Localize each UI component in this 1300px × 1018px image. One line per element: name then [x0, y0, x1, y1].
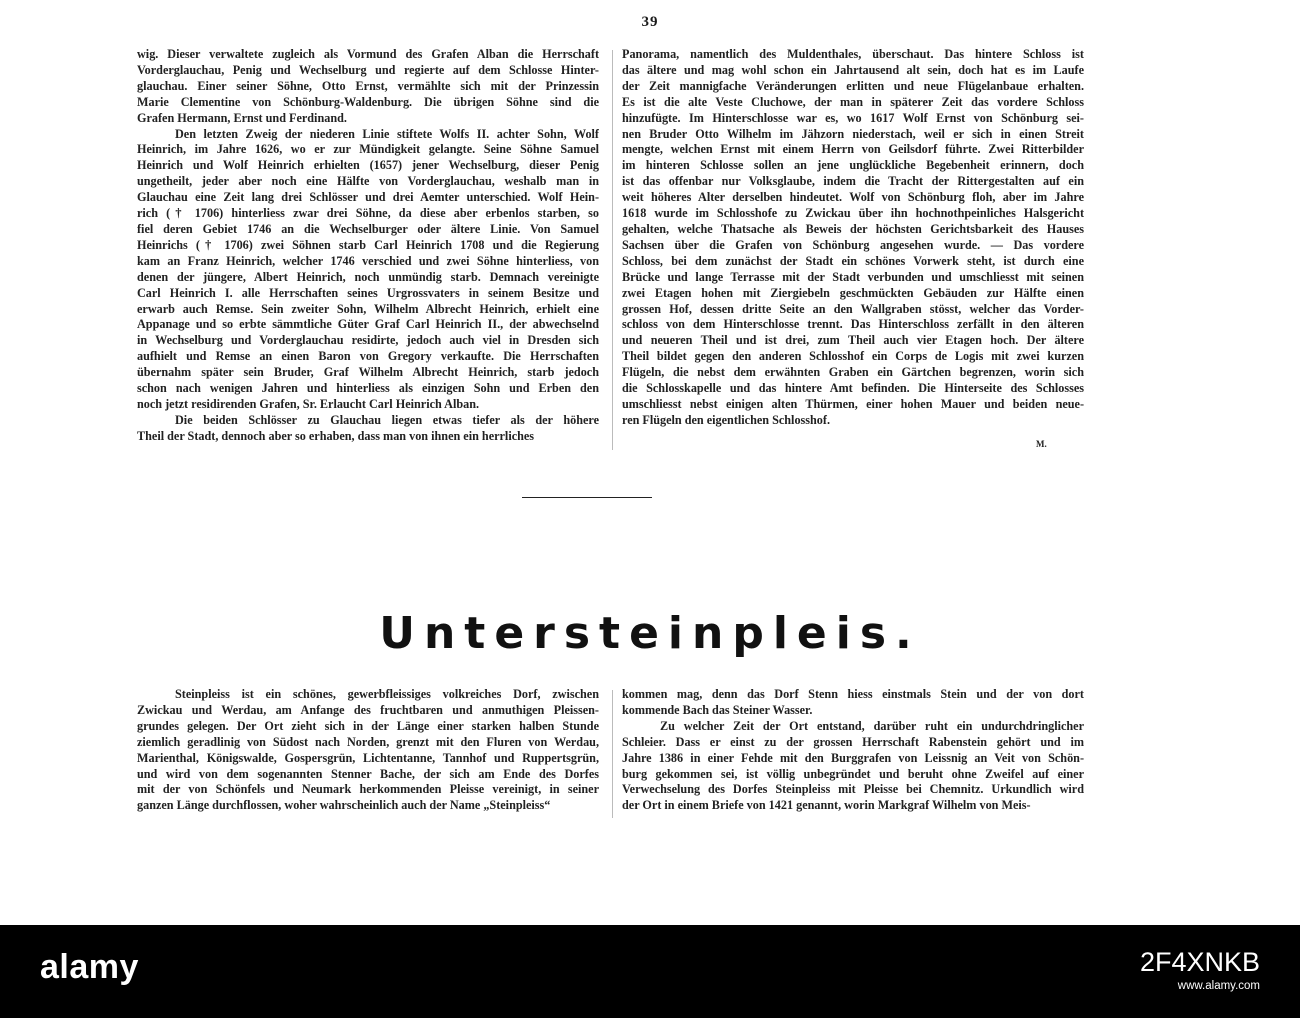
- text-line: ganzen Länge durchflossen, woher wahrscheinlich auch der Name „Steinpleiss“: [137, 798, 551, 813]
- text-line: Glauchau eine Zeit lang drei Schlösser und drei Aemter unterschied. Wolf Hein-: [137, 190, 599, 205]
- text-line: hinzufügte. Im Hinterschlosse war es, wo 1617 Wolf Ernst von Schönburg sei-: [622, 110, 1084, 125]
- text-line: Sachsen über die Grafen von Schönburg angesehen wurde. — Das vordere: [622, 237, 1084, 252]
- text-line: Vorderglauchau, Penig und Wechselburg und regierte auf dem Schlosse Hinter-: [137, 62, 599, 77]
- text-line: kommen mag, denn das Dorf Stenn hiess einstmals Stein und der von dort: [622, 687, 1084, 701]
- top-left-column: [137, 47, 599, 445]
- text-line: und wird von dem sogenannten Stenner Bache, der sich am Ende des Dorfes: [137, 766, 599, 781]
- stock-image-id: 2F4XNKB: [1139, 947, 1260, 977]
- text-line: Zwickau und Werdau, am Anfange des fruchtbaren und anmuthigen Pleissen-: [137, 702, 599, 717]
- text-line: im hinteren Schlosse sollen an jene unglückliche Begebenheit erinnern, doch: [622, 158, 1084, 173]
- page-number: 39: [641, 14, 659, 30]
- text-line: Steinpleiss ist ein schönes, gewerbfleissiges volkreiches Dorf, zwischen: [175, 687, 599, 701]
- author-signature: M.: [1036, 439, 1047, 449]
- text-line: Appanage und so erbte sämmtliche Güter Graf Carl Heinrich II., der abwechselnd: [137, 317, 599, 332]
- text-line: Jahre 1386 in einer Fehde mit den Burggrafen von Leissnig an Veit von Schön-: [622, 750, 1084, 765]
- text-line: Verwechselung des Dorfes Steinpleiss mit Pleisse bei Chemnitz. Urkundlich wird: [622, 782, 1084, 797]
- text-line: fiel deren Gebiet 1746 an die Wechselburger oder ältere Linie. Von Samuel: [137, 221, 599, 236]
- article-title: Untersteinpleis.: [379, 608, 921, 659]
- text-line: ziemlich geradlinig von Südost nach Norden, grenzt mit den Fluren von Werdau,: [137, 734, 599, 749]
- text-line: Schloss, bei dem zunächst der Stadt ein schönes Vorwerk steht, ist durch eine: [622, 253, 1084, 268]
- text-line: das ältere und mag wohl schon ein Jahrtausend alt sein, doch hat es im Laufe: [622, 62, 1084, 77]
- text-line: noch jetzt residirenden Grafen, Sr. Erlaucht Carl Heinrich Alban.: [137, 396, 480, 411]
- text-line: schon nach wenigen Jahren und hinterliess als einzigen Sohn und Erben den: [137, 381, 599, 396]
- text-line: denen der jüngere, Albert Heinrich, noch unmündig starb. Demnach vereinigte: [137, 269, 599, 284]
- text-line: die Schlosskapelle und das hintere Amt befinden. Die Hinterseite des Schlosses: [622, 381, 1084, 396]
- column-rule-top: [612, 50, 613, 450]
- text-line: burg gekommen sei, ist völlig unbegründet und beruht ohne Zweifel auf einer: [622, 766, 1084, 781]
- text-line: Theil der Stadt, dennoch aber so erhaben, dass man von ihnen ein herrliches: [137, 428, 535, 443]
- text-line: grundes gelegen. Der Ort zieht sich in der Länge einer starken halben Stunde: [137, 718, 599, 733]
- text-line: Den letzten Zweig der niederen Linie stiftete Wolfs II. achter Sohn, Wolf: [175, 126, 599, 141]
- text-line: mengte, welchen Ernst mit einem Herrn von Geilsdorf führte. Zwei Ritterbilder: [622, 142, 1084, 157]
- text-line: Flügeln, die nebst dem erwähnten Graben ein Gärtchen begrenzen, worin sich: [622, 365, 1084, 380]
- text-line: Heinrichs († 1706) zwei Söhnen starb Carl Heinrich 1708 und die Regierung: [137, 237, 599, 252]
- text-line: Grafen Hermann, Ernst und Ferdinand.: [137, 110, 347, 125]
- text-line: kam an Franz Heinrich, welcher 1746 verschied und zwei Söhne hinterliess, von: [137, 253, 599, 268]
- text-line: glauchau. Einer seiner Söhne, Otto Ernst, vermählte sich mit der Prinzessin: [137, 78, 599, 93]
- text-line: ist das offenbar nur Volksglaube, indem die Tracht der Rittergestalten auf ein: [622, 174, 1084, 189]
- text-line: grossen Hof, dessen dritte Seite an den Wallgraben stösst, welcher das Vorder-: [622, 301, 1084, 316]
- text-line: Brücke und lange Terrasse mit der Stadt verbunden und umschliesst mit seinen: [622, 269, 1084, 284]
- text-line: ungetheilt, jeder aber noch eine Hälfte von Vorderglauchau, weshalb man in: [137, 174, 599, 189]
- text-line: Carl Heinrich I. alle Herrschaften seines Urgrossvaters in seinem Besitze und: [137, 285, 599, 300]
- section-divider: [522, 497, 652, 498]
- top-right-column: [622, 47, 1084, 429]
- text-line: rich († 1706) hinterliess zwar drei Söhne, da diese aber erbenlos starben, so: [137, 206, 599, 221]
- text-line: Schleier. Dass er einst zu der grossen Herrschaft Rabenstein gehört und im: [622, 734, 1084, 749]
- column-rule-bottom: [612, 690, 613, 818]
- article-right-column: [622, 687, 1084, 814]
- text-line: mit der von Schönfels und Neumark herkommenden Pleisse vereinigt, in seiner: [137, 782, 599, 797]
- text-line: schloss von dem Hinterschlosse trennt. Das Hinterschloss zerfällt in den älteren: [622, 317, 1084, 332]
- text-line: der Ort in einem Briefe von 1421 genannt, worin Markgraf Wilhelm von Meis-: [622, 798, 1031, 813]
- text-line: ren Flügeln den eigentlichen Schlosshof.: [622, 412, 830, 427]
- text-line: erwarb auch Remse. Sein zweiter Sohn, Wilhelm Albrecht Heinrich, erhielt eine: [137, 301, 599, 316]
- stock-logo: alamy: [40, 948, 139, 986]
- text-line: in Wechselburg und Vorderglauchau residirte, jedoch auch viel in Dresden sich: [137, 333, 599, 348]
- text-line: Die beiden Schlösser zu Glauchau liegen etwas tiefer als der höhere: [175, 412, 599, 427]
- text-line: Zu welcher Zeit der Ort entstand, darüber ruht ein undurchdringlicher: [660, 718, 1084, 733]
- text-line: Marienthal, Königswalde, Gospersgrün, Lichtentanne, Tannhof und Ruppertsgrün,: [137, 750, 599, 765]
- text-line: weit höheres Alter derselben hindeutet. Wolf von Schönburg floh, aber im Jahre: [622, 190, 1084, 205]
- text-line: Es ist die alte Veste Cluchowe, der man in späterer Zeit das vordere Schloss: [622, 94, 1084, 109]
- text-line: kommende Bach das Steiner Wasser.: [622, 702, 813, 717]
- text-line: nen Bruder Otto Wilhelm im Jähzorn niederstach, weil er sich in einen Streit: [622, 126, 1084, 141]
- text-line: Panorama, namentlich des Muldenthales, überschaut. Das hintere Schloss ist: [622, 47, 1084, 61]
- text-line: Theil bildet gegen den anderen Schlosshof ein Corps de Logis mit zwei kurzen: [622, 349, 1084, 364]
- text-line: Marie Clementine von Schönburg-Waldenburg. Die übrigen Söhne sind die: [137, 94, 599, 109]
- stock-url: www.alamy.com: [1177, 980, 1260, 992]
- text-line: 1618 wurde im Schlosshofe zu Zwickau über ihn hochnothpeinliches Halsgericht: [622, 206, 1084, 221]
- text-line: übernahm später sein Bruder, Graf Wilhelm Albrecht Heinrich, starb jedoch: [137, 365, 599, 380]
- text-line: der Zeit mannigfache Veränderungen erlitten und neue Flügelanbaue erhalten.: [622, 78, 1084, 93]
- text-line: wig. Dieser verwaltete zugleich als Vormund des Grafen Alban die Herrschaft: [137, 47, 599, 61]
- text-line: zwei Etagen hohen mit Ziergiebeln geschmückten Gebäuden zur Hälfte einen: [622, 285, 1084, 300]
- text-line: aufhielt und Remse an einen Baron von Gregory verkaufte. Die Herrschaften: [137, 349, 599, 364]
- text-line: und neueren Theil und ist drei, zum Theil auch vier Etagen hoch. Der ältere: [622, 333, 1084, 348]
- article-left-column: [137, 687, 599, 814]
- text-line: gehalten, welche Thatsache als Beweis der höchsten Gerichtsbarkeit des Hauses: [622, 221, 1084, 236]
- text-line: Heinrich, im Jahre 1626, wo er zur Mündigkeit gelangte. Seine Söhne Samuel: [137, 142, 599, 157]
- text-line: Heinrich und Wolf Heinrich erhielten (1657) jener Wechselburg, dieser Penig: [137, 158, 599, 173]
- stock-id-block: [1140, 945, 1260, 994]
- text-line: umschliesst nebst einigen alten Thürmen, einer hohen Mauer und beiden neue-: [622, 396, 1084, 411]
- stock-watermark-band: [0, 925, 1300, 1018]
